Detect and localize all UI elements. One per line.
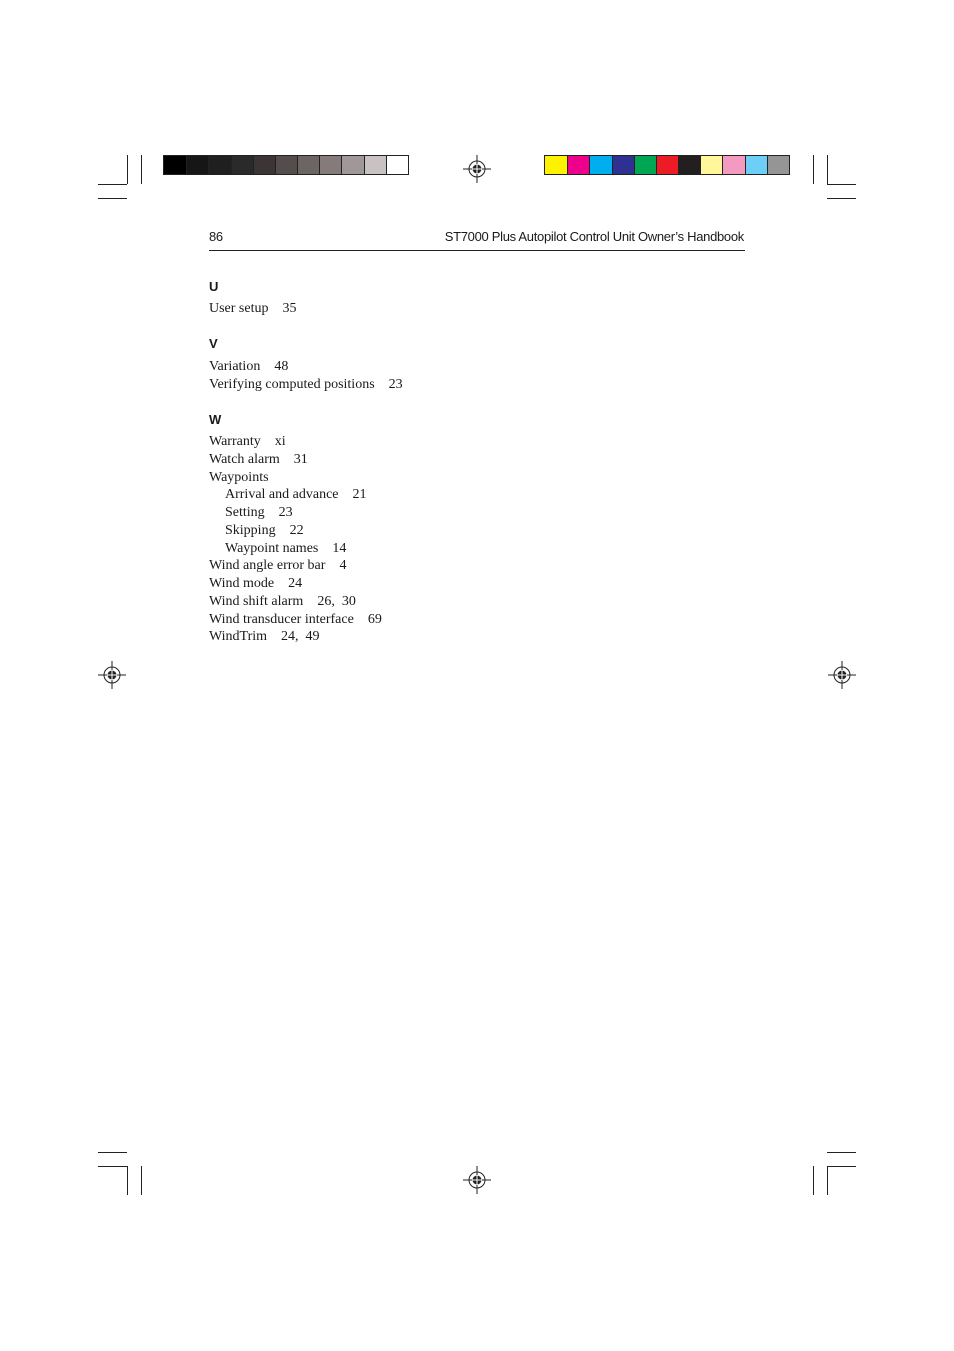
crop-mark-top-left-h2 [98,198,127,199]
index-term: Variation [209,359,261,374]
registration-mark-icon [463,155,491,183]
index-entry [209,628,320,646]
index-term: Skipping [225,522,276,538]
index-term: Wind angle error bar [209,558,326,574]
index-page-refs: 24, 49 [281,629,320,645]
index-term: Setting [225,505,265,520]
color-swatch [386,156,408,174]
index-page-refs: 31 [293,451,308,467]
index-page-refs: 4 [339,558,347,574]
index-entry [209,376,403,394]
index-term: Wind shift alarm [209,593,304,609]
crop-mark-top-right-v2 [827,155,828,184]
crop-mark-top-right-v [813,155,814,184]
crop-mark-top-left-h [98,184,127,185]
index-page-refs: 23 [278,505,293,520]
registration-mark-icon [828,661,856,689]
color-swatch [656,156,678,174]
color-swatch [297,156,319,174]
registration-mark-icon [463,1166,491,1194]
page-number: 86 [209,229,223,244]
index-entry [209,611,382,629]
crop-mark-top-left-v2 [141,155,142,184]
running-header-title: ST7000 Plus Autopilot Control Unit Owner’s Handbook [444,229,744,244]
index-term: Verifying computed positions [209,376,375,392]
color-swatch [678,156,700,174]
color-swatch [767,156,789,174]
index-page-refs: 22 [289,522,304,538]
color-swatch [231,156,253,174]
registration-mark-icon [98,661,126,689]
index-subentry [225,504,293,522]
crop-mark-bottom-right-v [813,1166,814,1195]
crop-mark-bottom-left-h [98,1152,127,1153]
color-swatch [253,156,275,174]
index-entry [209,593,356,611]
index-page-refs: xi [274,434,286,449]
crop-mark-bottom-right-h [827,1152,856,1153]
index-term: Wind transducer interface [209,611,354,627]
index-entry [209,433,286,451]
color-swatch [545,156,567,174]
index-term: Arrival and advance [225,487,339,503]
crop-mark-bottom-right-v2 [827,1166,828,1195]
color-swatch [745,156,767,174]
crop-mark-top-right-h [827,184,856,185]
crop-mark-bottom-left-h2 [98,1166,127,1167]
index-letter-heading: V [209,336,218,351]
index-page-refs: 14 [332,540,347,556]
index-letter-heading: U [209,279,219,294]
color-swatch [700,156,722,174]
color-swatch [341,156,363,174]
crop-mark-top-left-v [127,155,128,184]
index-entry [209,557,346,575]
crop-mark-bottom-left-v [127,1166,128,1195]
crop-mark-bottom-left-v2 [141,1166,142,1195]
color-swatch [164,156,186,174]
index-subentry [225,522,304,540]
color-swatch [612,156,634,174]
index-subentry [225,540,346,558]
index-page-refs: 48 [274,359,289,374]
index-letter-heading: W [209,412,222,427]
index-term: Wind mode [209,576,275,591]
crop-mark-top-right-h2 [827,198,856,199]
index-term: Waypoints [209,469,269,485]
color-swatch [208,156,230,174]
index-term: Waypoint names [225,540,319,556]
index-page-refs: 24 [288,576,303,591]
index-page-refs: 35 [282,301,297,316]
index-subentry [225,486,367,504]
index-page-refs: 69 [367,611,382,627]
index-entry [209,300,297,318]
index-term: User setup [209,301,269,316]
index-term: Watch alarm [209,451,280,467]
color-swatch [722,156,744,174]
index-term: Warranty [209,434,261,449]
color-swatch [589,156,611,174]
index-page-refs: 21 [352,487,367,503]
index-entry [209,469,269,487]
color-swatch [634,156,656,174]
index-entry [209,575,302,593]
header-rule [209,250,745,251]
grayscale-color-bar [163,155,409,175]
index-entry [209,451,308,469]
process-color-bar [544,155,790,175]
color-swatch [567,156,589,174]
index-page-refs: 23 [388,376,403,392]
color-swatch [364,156,386,174]
color-swatch [319,156,341,174]
color-swatch [275,156,297,174]
index-page-refs: 26, 30 [317,593,356,609]
index-entry [209,358,288,376]
color-swatch [186,156,208,174]
crop-mark-bottom-right-h2 [827,1166,856,1167]
index-term: WindTrim [209,629,268,645]
